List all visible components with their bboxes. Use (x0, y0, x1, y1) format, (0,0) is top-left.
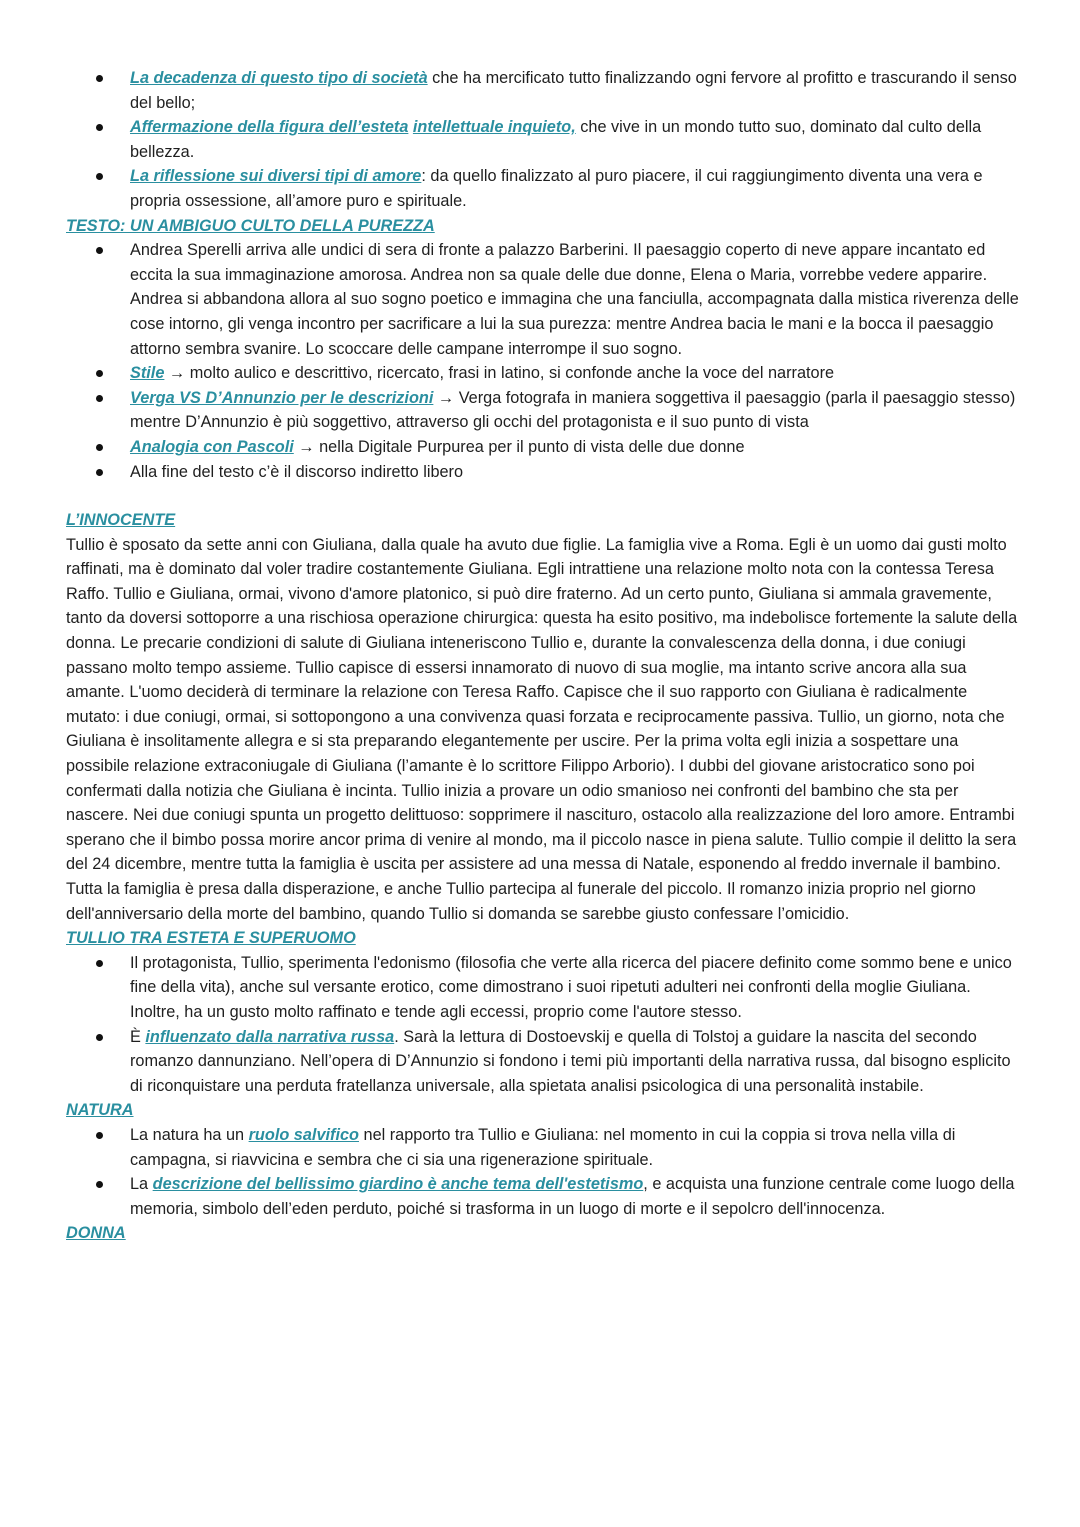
highlight-text: Affermazione della figura dell’esteta (130, 118, 409, 137)
item-text: La (130, 1175, 153, 1194)
highlight-text: ruolo salvifico (248, 1125, 359, 1144)
list-item (66, 1123, 1020, 1172)
testo-list (66, 238, 1020, 484)
list-item (66, 164, 1020, 213)
item-text: → nella Digitale Purpurea per il punto di vista delle due donne (293, 437, 745, 456)
highlight-text: La decadenza di questo tipo di società (130, 69, 428, 87)
list-item (66, 386, 1020, 435)
list-item (66, 460, 1020, 485)
item-text: La natura ha un (130, 1125, 249, 1144)
spacer (66, 484, 1020, 508)
item-text: Il protagonista, Tullio, sperimenta l'edonismo (filosofia che verte alla ricerca del piacere definito come sommo bene e unico fine della vita), anche sul versante erotico, come dimostrano i suoi ripetuti adulteri nei confronti della moglie Giuliana. Inoltre, ha un gusto molto raffinato e tende agli eccessi, proprio come l'autore stesso. (130, 953, 1012, 1021)
summary-paragraph: Tullio è sposato da sette anni con Giuliana, dalla quale ha avuto due figlie. La famiglia vive a Roma. Egli è un uomo dai gusti molto raffinati, ma è dominato dal voler tradire costantemente Giuliana. Egli intrattiene una relazione molto nota con la contessa Teresa Raffo. Tullio e Giuliana, ormai, vivono d'amore platonico, si può dire fraterno. Ad un certo punto, Giuliana si ammala gravemente, tanto da doversi sottoporre a una rischiosa operazione chirurgica: questa ha esito positivo, ma indebolisce fortemente la salute della donna. Le precarie condizioni di salute di Giuliana inteneriscono Tullio e, durante la convalescenza della donna, i due coniugi passano molto tempo assieme. Tullio capisce di essersi innamorato di nuovo di sua moglie, ma intanto scrive ancora alla sua amante. L'uomo deciderà di terminare la relazione con Teresa Raffo. Capisce che il suo rapporto con Giuliana è radicalmente mutato: i due coniugi, ormai, si sottopongono a una convivenza quasi forzata e reciprocamente passiva. Tullio, un giorno, nota che Giuliana è insolitamente allegra e si sta preparando elegantemente per uscire. Per la prima volta egli inizia a sospettare una possibile relazione extraconiugale di Giuliana (l’amante è lo scrittore Filippo Arborio). I dubbi del giovane aristocratico sono poi confermati dalla notizia che Giuliana è incinta. Tullio inizia a provare un odio smanioso nei confronti del bambino che sta per nascere. Nei due coniugi spunta un progetto delittuoso: sopprimere il nascituro, ostacolo alla realizzazione del loro amore. Entrambi sperano che il bimbo possa morire ancor prima di venire al mondo, ma il piccolo nasce in piena salute. Tullio compie il delitto la sera del 24 dicembre, mentre tutta la famiglia è uscita per assistere ad una messa di Natale, esponendo al freddo invernale il bambino. Tutta la famiglia è presa dalla disperazione, e anche Tullio partecipa al funerale del piccolo. Il romanzo inizia proprio nel giorno dell'anniversario della morte del bambino, quando Tullio si domanda se sarebbe giusto confessare l’omicidio. (66, 535, 1018, 923)
tullio-list (66, 951, 1020, 1099)
highlight-text: influenzato dalla narrativa russa (145, 1027, 395, 1046)
list-item (66, 1172, 1020, 1221)
highlight-text: Analogia con Pascoli (130, 437, 294, 456)
item-text: Andrea Sperelli arriva alle undici di sera di fronte a palazzo Barberini. Il paesaggio coperto di neve appare incantato ed eccita la sua immaginazione amorosa. Andrea non sa quale delle due donne, Elena o Maria, vorrebbe vedere apparire. Andrea si abbandona allora al suo sogno poetico e immagina che una fanciulla, accompagnata dalla mistica riverenza delle cose intorno, gli venga incontro per sacrificare a lui la sua purezza: mentre Andrea bacia le mani e la bocca il paesaggio attorno sembra svanire. Lo scoccare delle campane interrompe il suo sogno. (130, 241, 1019, 358)
list-item (66, 115, 1020, 164)
item-text: : da quello finalizzato al puro piacere, il cui raggiungimento diventa una vera e propria ossessione, all’amore puro e spirituale. (130, 167, 983, 210)
list-item (66, 1025, 1020, 1099)
list-item (66, 435, 1020, 460)
list-item (66, 238, 1020, 361)
section-heading-natura: NATURA (66, 1101, 134, 1120)
item-text: , e acquista una funzione centrale come luogo della memoria, simbolo dell’eden perduto, poiché si trasforma in un luogo di morte e il sepolcro dell'innocenza. (130, 1175, 1015, 1218)
section-heading-innocente: L’INNOCENTE (66, 511, 176, 530)
section-heading-testo: TESTO: UN AMBIGUO CULTO DELLA PUREZZA (66, 216, 435, 235)
highlight-text: descrizione del bellissimo giardino è anche tema dell'estetismo (152, 1175, 644, 1194)
item-text: che ha mercificato tutto finalizzando ogni fervore al profitto e trascurando il senso del bello; (130, 69, 1017, 112)
natura-list (66, 1123, 1020, 1221)
highlight-text: Verga VS D’Annunzio per le descrizioni (130, 388, 434, 407)
list-item (66, 951, 1020, 1025)
item-text: → molto aulico e descrittivo, ricercato, frasi in latino, si confonde anche la voce del narratore (164, 364, 835, 383)
item-text: È (130, 1027, 146, 1046)
list-item (66, 361, 1020, 386)
section-heading-donna: DONNA (66, 1224, 126, 1243)
highlight-text: La riflessione sui diversi tipi di amore (130, 167, 422, 186)
highlight-text: Stile (130, 364, 165, 383)
item-text: che vive in un mondo tutto suo, dominato dal culto della bellezza. (130, 118, 982, 161)
section-heading-tullio: TULLIO TRA ESTETA E SUPERUOMO (66, 929, 356, 948)
themes-list (66, 66, 1020, 214)
item-text: nel rapporto tra Tullio e Giuliana: nel momento in cui la coppia si trova nella villa di campagna, si riavvicina e sembra che ci sia una rigenerazione spirituale. (130, 1125, 956, 1169)
item-text: Alla fine del testo c’è il discorso indiretto libero (130, 462, 464, 481)
item-text: . Sarà la lettura di Dostoevskij e quella di Tolstoj a guidare la nascita del secondo romanzo dannunziano. Nell’opera di D’Annunzio si fondono i temi più importanti della narrativa russa, dal bisogno esplicito di riconquistare una perduta fratellanza universale, alla spietata analisi psicologica di una personalità instabile. (130, 1027, 1011, 1095)
item-text: → Verga fotografa in maniera soggettiva il paesaggio (parla il paesaggio stesso) mentre D’Annunzio è più soggettivo, attraverso gli occhi del protagonista e il suo punto di vista (130, 388, 1016, 432)
list-item (66, 66, 1020, 115)
highlight-text: intellettuale inquieto, (412, 118, 576, 137)
